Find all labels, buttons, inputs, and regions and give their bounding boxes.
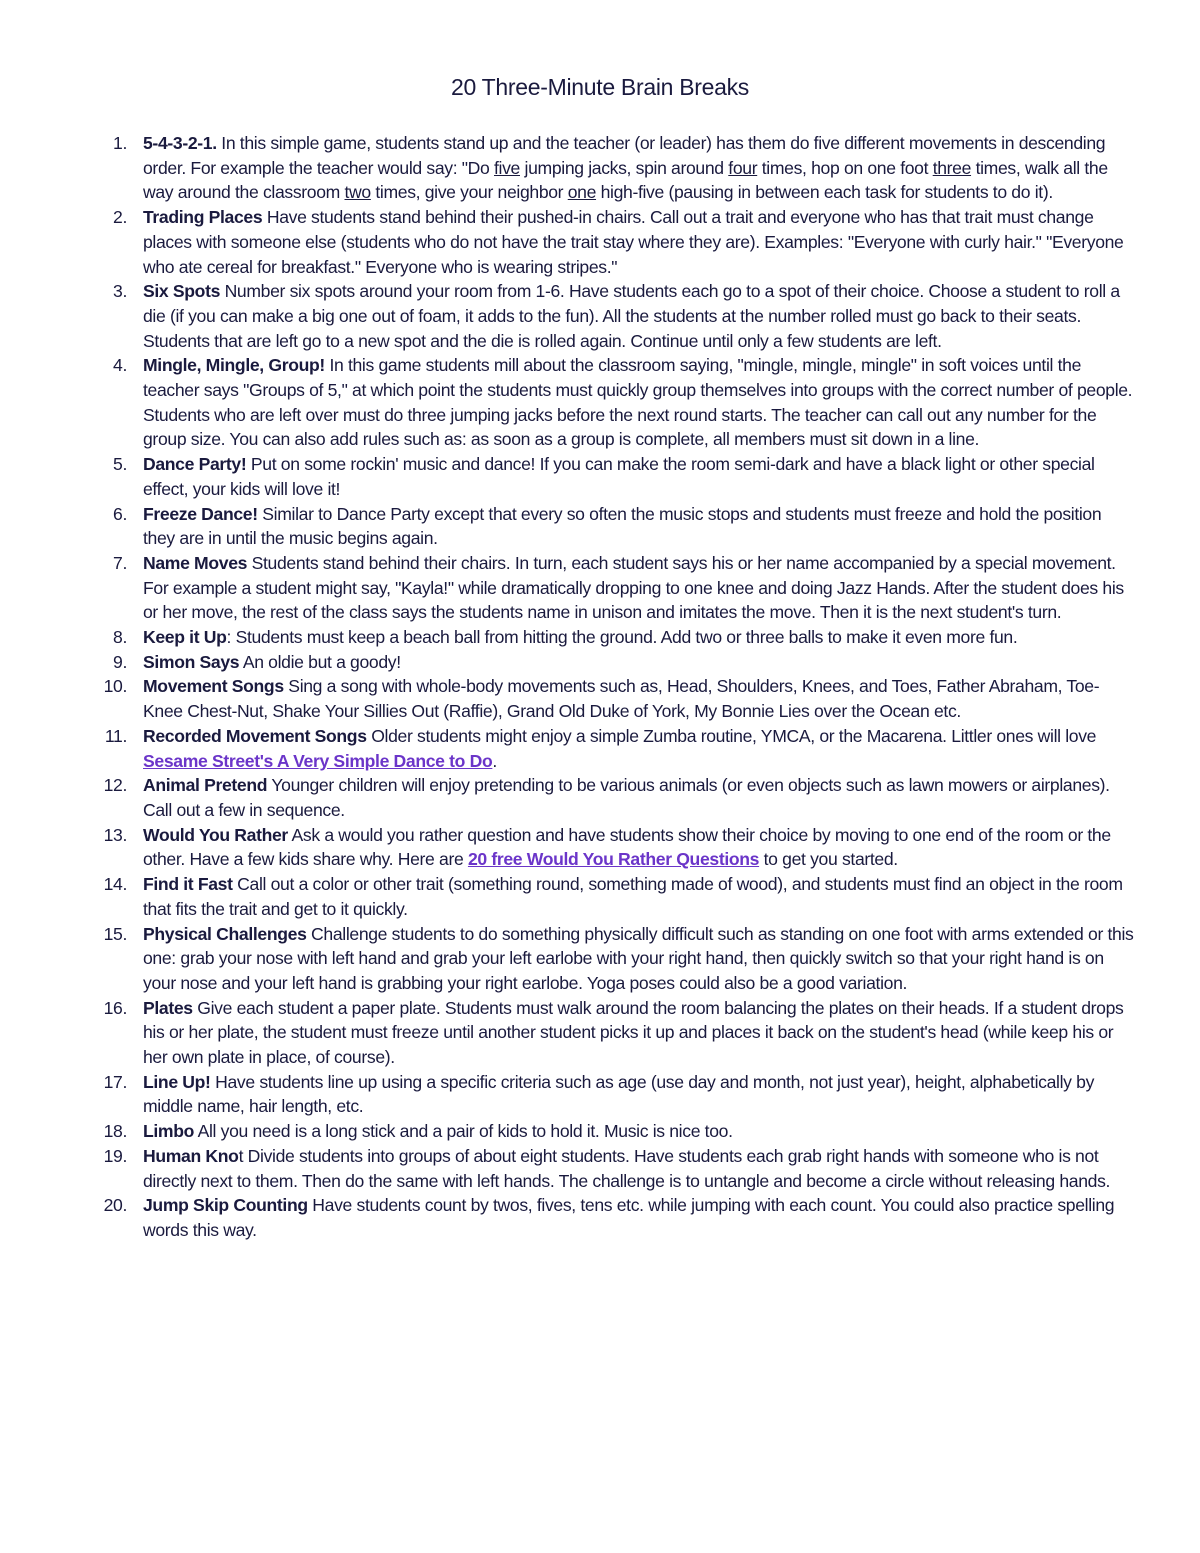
item-text: Have students line up using a specific criteria such as age (use day and month, not just year), height, alphabetically by middle name, hair length, etc. [143,1071,1095,1117]
item-number: 8 . [0,625,127,650]
item-text: In this game students mill about the classroom saying, "mingle, mingle, mingle" in soft voices until the teacher says "Groups of 5," at which point the students must quickly group themselves into groups with the correct number of people. Students who are left over must do three jumping jacks before the next round starts. The teacher can call out any number for the group size. You can also add rules such as: as soon as a group is complete, all members must sit down in a line. [143,355,1133,450]
item-term: Animal Pretend [143,775,268,796]
list-item [0,996,1200,1070]
item-number: 15 . [0,922,127,947]
item-text: In this simple game, students stand up and the teacher (or leader) has them do five different movements in descending order. For example the teacher would say: "Do [143,133,1106,178]
item-number: 19 . [0,1144,127,1169]
item-term: Find it Fast [143,874,233,895]
item-number: 7 . [0,551,127,576]
item-term: Recorded Movement Songs [143,725,367,746]
item-term: Jump Skip Counting [143,1195,308,1216]
list-item [0,650,1200,675]
item-number: 5 . [0,452,127,477]
item-text: times, walk all the way around the classroom [143,157,1108,203]
underlined-word: one [567,182,597,203]
item-number: 13 . [0,823,127,848]
list-item [0,922,1200,996]
item-text: high-five (pausing in between each task for students to do it). [596,182,1053,203]
item-term: Line Up! [143,1071,211,1092]
item-term: Movement Songs [143,676,284,697]
list-item [0,823,1200,872]
list-item [0,674,1200,723]
list-item [0,502,1200,551]
item-term: Six Spots [143,281,221,302]
item-number: 3 . [0,279,127,304]
item-text: Similar to Dance Party except that every so often the music stops and students must freeze and hold the position they are in until the music begins again. [143,503,1102,549]
item-number: 12 . [0,773,127,798]
item-number: 18 . [0,1119,127,1144]
item-text: t Divide students into groups of about eight students. Have students each grab right hands with someone who is not directly next to them. Then do the same with left hands. The challenge is to untangle and become a circle without releasing hands. [143,1145,1111,1191]
list-item [0,551,1200,625]
item-number: 16 . [0,996,127,1021]
item-text: Ask a would you rather question and have students show their choice by moving to one end of the room or the other. Have a few kids share why. Here are [143,824,1111,870]
item-number: 11 . [0,724,127,749]
list-item [0,724,1200,773]
list-item [0,773,1200,822]
list-item [0,872,1200,921]
item-text: Older students might enjoy a simple Zumba routine, YMCA, or the Macarena. Littler ones will love [366,725,1097,746]
item-term: Freeze Dance! [143,503,258,524]
item-text: Sing a song with whole-body movements such as, Head, Shoulders, Knees, and Toes, Father Abraham, Toe-Knee Chest-Nut, Shake Your Sillies Out (Raffie), Grand Old Duke of York, My Bonnie Lies over the Ocean etc. [143,676,1100,722]
underlined-word: four [728,157,758,178]
item-term: Trading Places [143,207,263,228]
item-term: 5-4-3-2-1. [143,133,217,153]
item-text: Give each student a paper plate. Students must walk around the room balancing the plates on their heads. If a student drops his or her plate, the student must freeze until another student picks it up and places it back on the student's head (while keep his or her own plate in place, of course). [143,997,1124,1068]
item-term: Physical Challenges [143,923,307,944]
item-term: Name Moves [143,552,248,573]
underlined-word: two [344,182,371,203]
underlined-word: three [932,157,972,178]
item-number: 2 . [0,205,127,230]
sesame-street-link[interactable]: Sesame Street's A Very Simple Dance to Do [143,750,493,771]
item-number: 14 . [0,872,127,897]
item-text: Students stand behind their chairs. In turn, each student says his or her name accompanied by a special movement. For example a student might say, "Kayla!" while dramatically dropping to one knee and doing Jazz Hands. After the student does his or her move, the rest of the class says the students name in unison and imitates the move. Then it is the next student's turn. [143,552,1124,623]
item-text: Number six spots around your room from 1-6. Have students each go to a spot of their choice. Choose a student to roll a die (if you can make a big one out of foam, it adds to the fun). All the students at the number rolled must go back to their seats. Students that are left go to a new spot and the die is rolled again. Continue until only a few students are left. [143,281,1120,351]
item-term: Keep it Up [143,627,227,648]
item-text: Call out a color or other trait (something round, something made of wood), and students must find an object in the room that fits the trait and get to it quickly. [143,874,1123,919]
brain-breaks-list [0,131,1200,1243]
list-item [0,1193,1200,1242]
item-term: Simon Says [143,651,240,672]
list-item [0,1119,1200,1144]
item-number: 6 . [0,502,127,527]
list-item [0,1144,1200,1193]
item-text: An oldie but a goody! [239,651,401,672]
list-item [0,625,1200,650]
would-you-rather-link[interactable]: 20 free Would You Rather Questions [467,849,760,870]
list-item [0,1070,1200,1119]
item-number: 20 . [0,1193,127,1218]
item-text: Younger children will enjoy pretending to be various animals (or even objects such as lawn mowers or airplanes). Call out a few in sequence. [143,775,1110,820]
item-term: Dance Party! [143,454,247,475]
item-text: Have students stand behind their pushed-in chairs. Call out a trait and everyone who has that trait must change places with someone else (students who do not have the trait stay where they are). Examples: "Everyone with curly hair." "Everyone who ate cereal for breakfast." Everyone who is wearing stripes." [143,207,1124,277]
item-text: times, give your neighbor [370,182,568,203]
list-item [0,353,1200,452]
item-number: 4 . [0,353,127,378]
underlined-word: five [494,157,520,178]
item-text: to get you started. [759,849,898,870]
item-number: 10 . [0,674,127,699]
item-text: Challenge students to do something physically difficult such as standing on one foot with arms extended or this one: grab your nose with left hand and grab your left earlobe with your right hand, then quickly switch so that your right hand is on your nose and your left hand is grabbing your right earlobe. Yoga poses could also be a good variation. [143,923,1134,993]
item-number: 17 . [0,1070,127,1095]
item-term: Limbo [143,1121,195,1142]
item-term: Human Kno [143,1145,239,1166]
list-item [0,205,1200,279]
item-text: Put on some rockin' music and dance! If you can make the room semi-dark and have a black light or other special effect, your kids will love it! [143,454,1095,499]
item-text: jumping jacks, spin around [519,157,729,178]
item-text: . [492,750,497,771]
item-text: times, hop on one foot [757,157,933,178]
item-number: 1 . [0,131,127,156]
list-item [0,131,1200,205]
item-text: : Students must keep a beach ball from hitting the ground. Add two or three balls to make it even more fun. [226,627,1018,648]
list-item [0,452,1200,501]
item-text: Have students count by twos, fives, tens etc. while jumping with each count. You could also practice spelling words this way. [143,1195,1115,1240]
page-title: 20 Three-Minute Brain Breaks [451,74,749,100]
list-item [0,279,1200,353]
item-term: Would You Rather [143,824,288,845]
item-term: Mingle, Mingle, Group! [143,355,325,376]
item-number: 9 . [0,650,127,675]
item-text: All you need is a long stick and a pair of kids to hold it. Music is nice too. [194,1121,733,1142]
item-term: Plates [143,997,193,1018]
